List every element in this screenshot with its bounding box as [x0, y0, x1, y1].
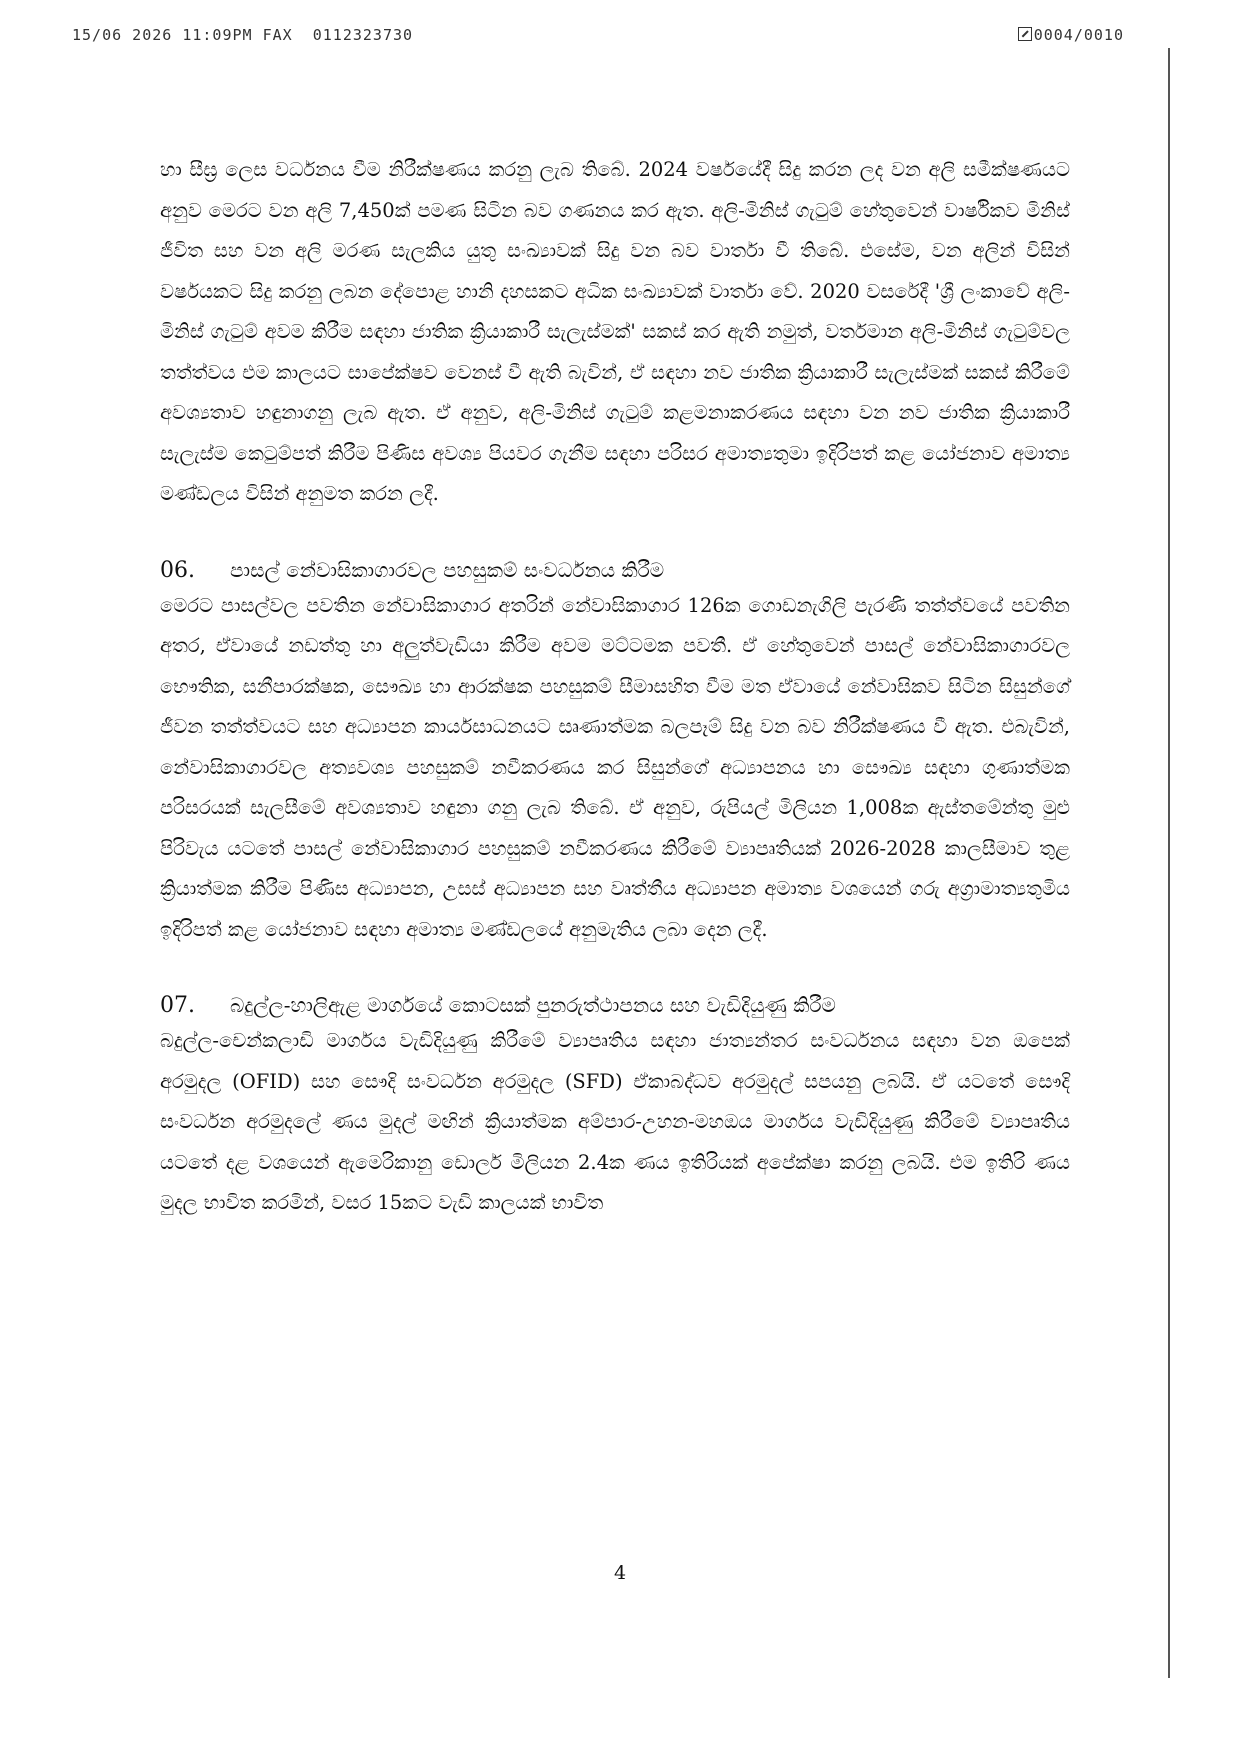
fax-timestamp: 15/06 2026 11:09PM FAX	[72, 26, 293, 44]
document-body	[160, 150, 1070, 1224]
section-07	[160, 990, 1070, 1224]
fax-header-left	[72, 26, 413, 44]
intro-paragraph: හා සීඝ්‍ර ලෙස වර්ධනය වීම නිරීක්ෂණය කරනු ලැබ තිබේ. 2024 වර්ෂයේදී සිදු කරන ලද වන අලි සමීක්ෂණයට අනුව මෙරට වන අලි 7,450ක් පමණ සිටින බව ගණනය කර ඇත. අලි-මිනිස් ගැටුම් හේතුවෙන් වාර්ෂිකව මිනිස් ජීවිත සහ වන අලි මරණ සැලකිය යුතු සංඛ්‍යාවක් සිදු වන බව වාර්තා වී තිබේ. එසේම, වන අලින් විසින් වර්ෂයකට සිදු කරනු ලබන දේපොළ හානි දහසකට අධික සංඛ්‍යාවක් වාර්තා වේ. 2020 වසරේදී 'ශ්‍රී ලංකාවේ අලි-මිනිස් ගැටුම් අවම කිරීම සඳහා ජාතික ක්‍රියාකාරී සැලැස්මක්' සකස් කර ඇති නමුත්, වර්තමාන අලි-මිනිස් ගැටුම්වල තත්ත්වය එම කාලයට සාපේක්ෂව වෙනස් වී ඇති බැවින්, ඒ සඳහා නව ජාතික ක්‍රියාකාරී සැලැස්මක් සකස් කිරීමේ අවශ්‍යතාව හඳුනාගනු ලැබ ඇත. ඒ අනුව, අලි-මිනිස් ගැටුම් කළමනාකරණය සඳහා වන නව ජාතික ක්‍රියාකාරී සැලැස්ම කෙටුම්පත් කිරීම පිණිස අවශ්‍ය පියවර ගැනීම සඳහා පරිසර අමාත්‍යතුමා ඉදිරිපත් කළ යෝජනාව අමාත්‍ය මණ්ඩලය විසින් අනුමත කරන ලදී.	[160, 158, 1070, 505]
fax-page-counter	[1018, 26, 1124, 44]
fax-edge-line	[1168, 48, 1170, 1678]
page-number: 4	[613, 1562, 627, 1584]
fax-checkbox-icon	[1018, 27, 1032, 41]
section-body: බදුල්ල-චෙන්කලාඩි මාර්ගය වැඩිදියුණු කිරීමේ ව්‍යාපෘතිය සඳහා ජාත්‍යන්තර සංවර්ධනය සඳහා වන ඔපෙක් අරමුදල (OFID) සහ සෞදි සංවර්ධන අරමුදල (SFD) ඒකාබද්ධව අරමුදල් සපයනු ලබයි. ඒ යටතේ සෞදි සංවර්ධන අරමුදලේ ණය මුදල් මඟින් ක්‍රියාත්මක අම්පාර-උහන-මහඔය මාර්ගය වැඩිදියුණු කිරීමේ ව්‍යාපෘතිය යටතේ දළ වශයෙන් ඇමෙරිකානු ඩොලර් මිලියන 2.4ක ණය ඉතිරියක් අපේක්ෂා කරනු ලබයි. එම ඉතිරි ණය මුදල භාවිත කරමින්, වසර 15කට වැඩි කාලයක් භාවිත	[160, 1029, 1070, 1214]
fax-page-counter-text: 0004/0010	[1033, 26, 1124, 44]
section-number: 07.	[160, 993, 195, 1018]
section-heading	[160, 990, 1070, 1021]
section-body: මෙරට පාසල්වල පවතින නේවාසිකාගාර අතරින් නේවාසිකාගාර 126ක ගොඩනැගිලි පැරණි තත්ත්වයේ පවතින අතර, ඒවායේ නඩත්තු හා අලුත්වැඩියා කිරීම අවම මට්ටමක පවතී. ඒ හේතුවෙන් පාසල් නේවාසිකාගාරවල භෞතික, සනීපාරක්ෂක, සෞඛ්‍ය හා ආරක්ෂක පහසුකම් සීමාසහිත වීම මත ඒවායේ නේවාසිකව සිටින සිසුන්ගේ ජීවන තත්ත්වයට සහ අධ්‍යාපන කාර්යසාධනයට සෘණාත්මක බලපෑම් සිදු වන බව නිරීක්ෂණය වී ඇත. එබැවින්, නේවාසිකාගාරවල අත්‍යවශ්‍ය පහසුකම් නවීකරණය කර සිසුන්ගේ අධ්‍යාපනය හා සෞඛ්‍ය සඳහා ගුණාත්මක පරිසරයක් සැලසීමේ අවශ්‍යතාව හඳුනා ගනු ලැබ තිබේ. ඒ අනුව, රුපියල් මිලියන 1,008ක ඇස්තමේන්තු මුළු පිරිවැය යටතේ පාසල් නේවාසිකාගාර පහසුකම් නවීකරණය කිරීමේ ව්‍යාපෘතියක් 2026-2028 කාලසීමාව තුළ ක්‍රියාත්මක කිරීම පිණිස අධ්‍යාපන, උසස් අධ්‍යාපන සහ වෘත්තීය අධ්‍යාපන අමාත්‍ය වශයෙන් ගරු අග්‍රාමාත්‍යතුමිය ඉදිරිපත් කළ යෝජනාව සඳහා අමාත්‍ය මණ්ඩලයේ අනුමැතිය ලබා දෙන ලදී.	[160, 593, 1070, 941]
fax-number: 0112323730	[312, 26, 414, 44]
fax-header	[72, 26, 1124, 50]
section-title: පාසල් නේවාසිකාගාරවල පහසුකම් සංවර්ධනය කිරීම	[230, 557, 665, 582]
section-06	[160, 555, 1070, 951]
section-number: 06.	[160, 557, 195, 583]
section-title: බදුල්ල-හාලිඇළ මාර්ගයේ කොටසක් පුනරුත්ථාපනය සහ වැඩිදියුණු කිරීම	[230, 993, 836, 1017]
section-heading	[160, 555, 1070, 586]
